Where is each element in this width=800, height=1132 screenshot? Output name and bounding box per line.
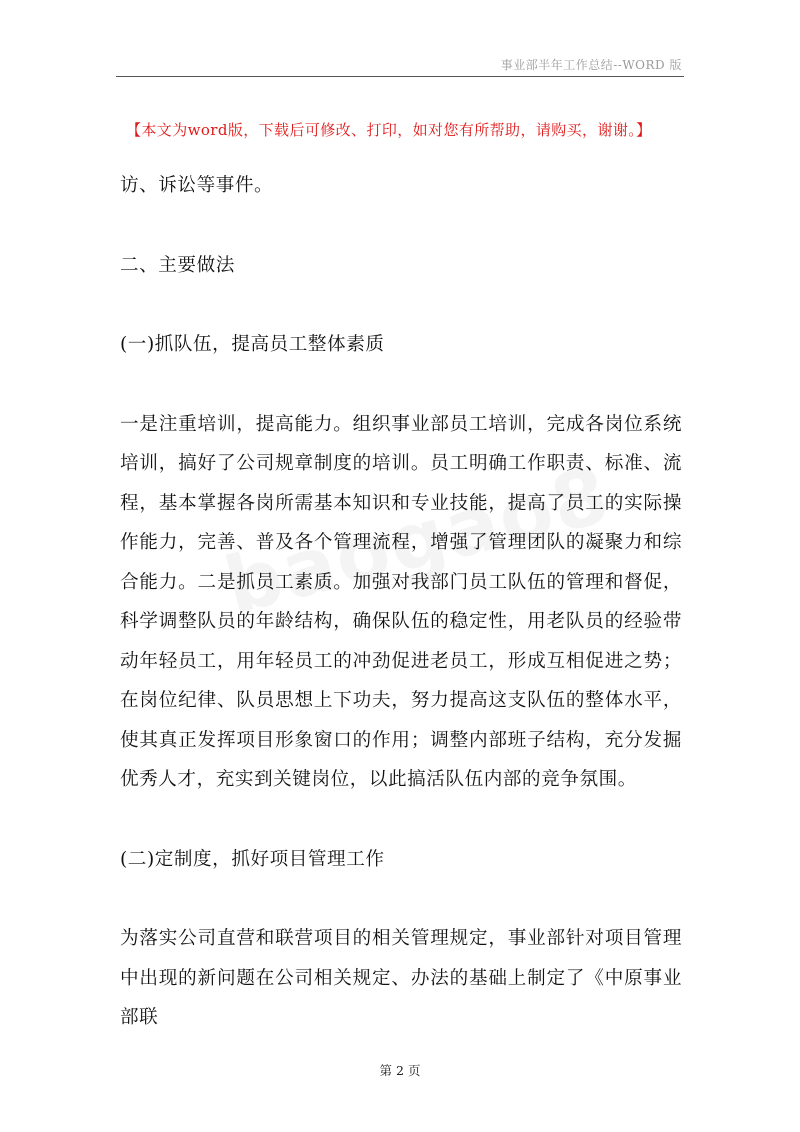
subsection-heading-2: (二)定制度，抓好项目管理工作 — [120, 848, 385, 870]
spacer — [120, 365, 682, 405]
download-notice: 【本文为word版，下载后可修改、打印，如对您有所帮助，请购买，谢谢。】 — [126, 121, 652, 139]
paragraph-2: 为落实公司直营和联营项目的相关管理规定，事业部针对项目管理中出现的新问题在公司相关规定、办法的基础上制定了《中原事业部联 — [120, 928, 682, 1028]
continued-line: 访、诉讼等事件。 — [120, 175, 274, 196]
document-body — [120, 166, 682, 1038]
spacer — [120, 206, 682, 246]
paragraph-1: 一是注重培训，提高能力。组织事业部员工培训，完成各岗位系统培训，搞好了公司规章制度的培训。员工明确工作职责、标准、流程，基本掌握各岗所需基本知识和专业技能，提高了员工的实际操作能力，完善、普及各个管理流程，增强了管理团队的凝聚力和综合能力。二是抓员工素质。加强对我部门员工队伍的管理和督促，科学调整队员的年龄结构，确保队伍的稳定性，用老队员的经验带动年轻员工，用年轻员工的冲劲促进老员工，形成互相促进之势；在岗位纪律、队员思想上下功夫，努力提高这支队伍的整体水平，使其真正发挥项目形象窗口的作用；调整内部班子结构，充分发掘优秀人才，充实到关键岗位，以此搞活队伍内部的竞争氛围。 — [120, 413, 682, 790]
running-header-title: 事业部半年工作总结--WORD 版 — [500, 58, 682, 72]
subsection-heading-1: (一)抓队伍，提高员工整体素质 — [120, 334, 385, 355]
page-number: 第 2 页 — [379, 1063, 421, 1078]
spacer — [120, 285, 682, 325]
header-divider — [116, 76, 684, 77]
spacer — [120, 879, 682, 919]
section-heading: 二、主要做法 — [120, 254, 235, 276]
spacer — [120, 800, 682, 840]
